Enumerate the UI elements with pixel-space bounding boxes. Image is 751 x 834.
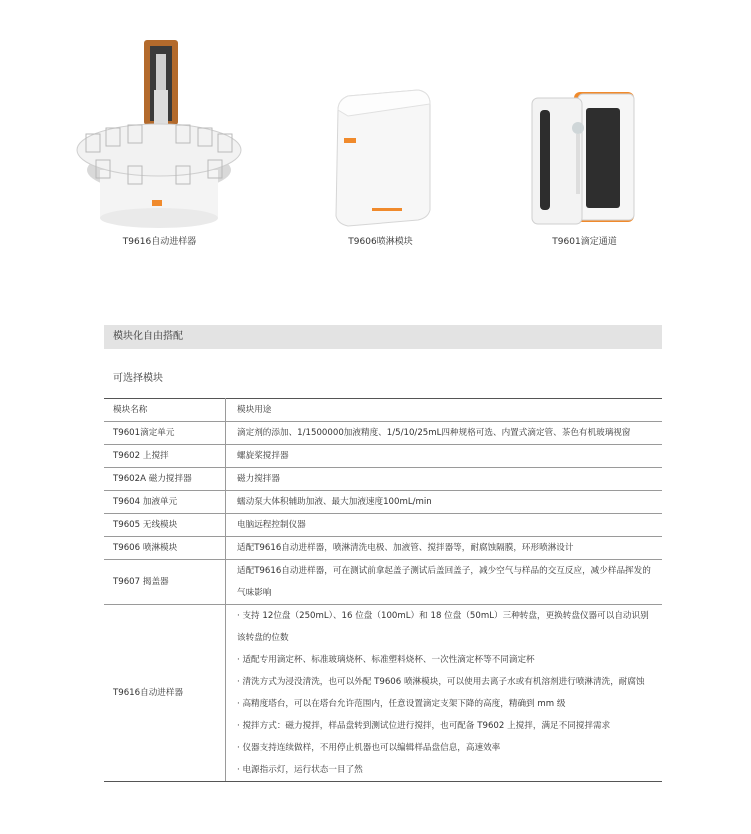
module-name: T9616自动进样器 [104,605,226,782]
module-purpose: 蠕动泵大体积辅助加液、最大加液速度100mL/min [226,491,663,514]
module-purpose: 适配T9616自动进样器，可在测试前拿起盖子测试后盖回盖子，减少空气与样品的交互反应，减少样品挥发的气味影响 [226,560,663,605]
table-row [104,491,662,514]
table-row [104,605,662,782]
module-table [104,398,662,782]
module-purpose: 螺旋桨搅拌器 [226,445,663,468]
feature-bullet: · 适配专用滴定杯、标准玻璃烧杯、标准塑料烧杯、一次性滴定杯等不同滴定杯 [237,655,535,665]
product-autosampler [72,30,247,247]
table-row [104,445,662,468]
table-row [104,537,662,560]
product-caption: T9606喷淋模块 [348,237,413,247]
module-name: T9601滴定单元 [104,422,226,445]
table-row [104,514,662,537]
module-name: T9606 喷淋模块 [104,537,226,560]
module-purpose: 电脑远程控制仪器 [226,514,663,537]
table-header-row [104,399,662,422]
module-name: T9607 揭盖器 [104,560,226,605]
table-row [104,468,662,491]
module-name: T9602 上搅拌 [104,445,226,468]
module-purpose: 磁力搅拌器 [226,468,663,491]
table-row [104,422,662,445]
product-gallery [0,0,751,270]
module-purpose: 适配T9616自动进样器，喷淋清洗电极、加液管、搅拌器等，耐腐蚀隔膜，环形喷淋设计 [226,537,663,560]
section-title-bar: 模块化自由搭配 [104,325,662,349]
feature-bullet: · 搅拌方式：磁力搅拌，样品盘转到测试位进行搅拌，也可配备 T9602 上搅拌，满足不同搅拌需求 [237,721,611,731]
column-header-purpose: 模块用途 [226,399,663,422]
autosampler-image [72,30,247,230]
module-feature-list [226,605,663,782]
feature-bullet: · 支持 12位盘（250mL）、16 位盘（100mL）和 18 位盘（50mL）三种转盘，更换转盘仪器可以自动识别该转盘的位数 [237,611,649,643]
module-purpose: 滴定剂的添加、1/1500000加液精度、1/5/10/25mL四种规格可选、内置式滴定管、茶色有机玻璃视窗 [226,422,663,445]
table-row [104,560,662,605]
feature-bullet: · 仪器支持连续做样，不用停止机器也可以编辑样品盘信息，高速效率 [237,743,501,753]
module-name: T9602A 磁力搅拌器 [104,468,226,491]
titration-channel-image [522,30,647,230]
feature-bullet: · 高精度塔台，可以在塔台允许范围内，任意设置滴定支架下降的高度，精确到 mm 级 [237,699,566,709]
product-caption: T9601滴定通道 [552,237,617,247]
feature-bullet: · 清洗方式为浸没清洗，也可以外配 T9606 喷淋模块，可以使用去离子水或有机溶剂进行喷淋清洗，耐腐蚀 [237,677,645,687]
feature-bullet: · 电源指示灯，运行状态一目了然 [237,765,363,775]
section-subtitle: 可选择模块 [113,373,163,384]
product-titration-channel [522,30,647,247]
spray-module-image [318,30,443,230]
column-header-name: 模块名称 [104,399,226,422]
product-caption: T9616自动进样器 [122,237,197,247]
module-name: T9604 加液单元 [104,491,226,514]
module-name: T9605 无线模块 [104,514,226,537]
product-spray-module [318,30,443,247]
